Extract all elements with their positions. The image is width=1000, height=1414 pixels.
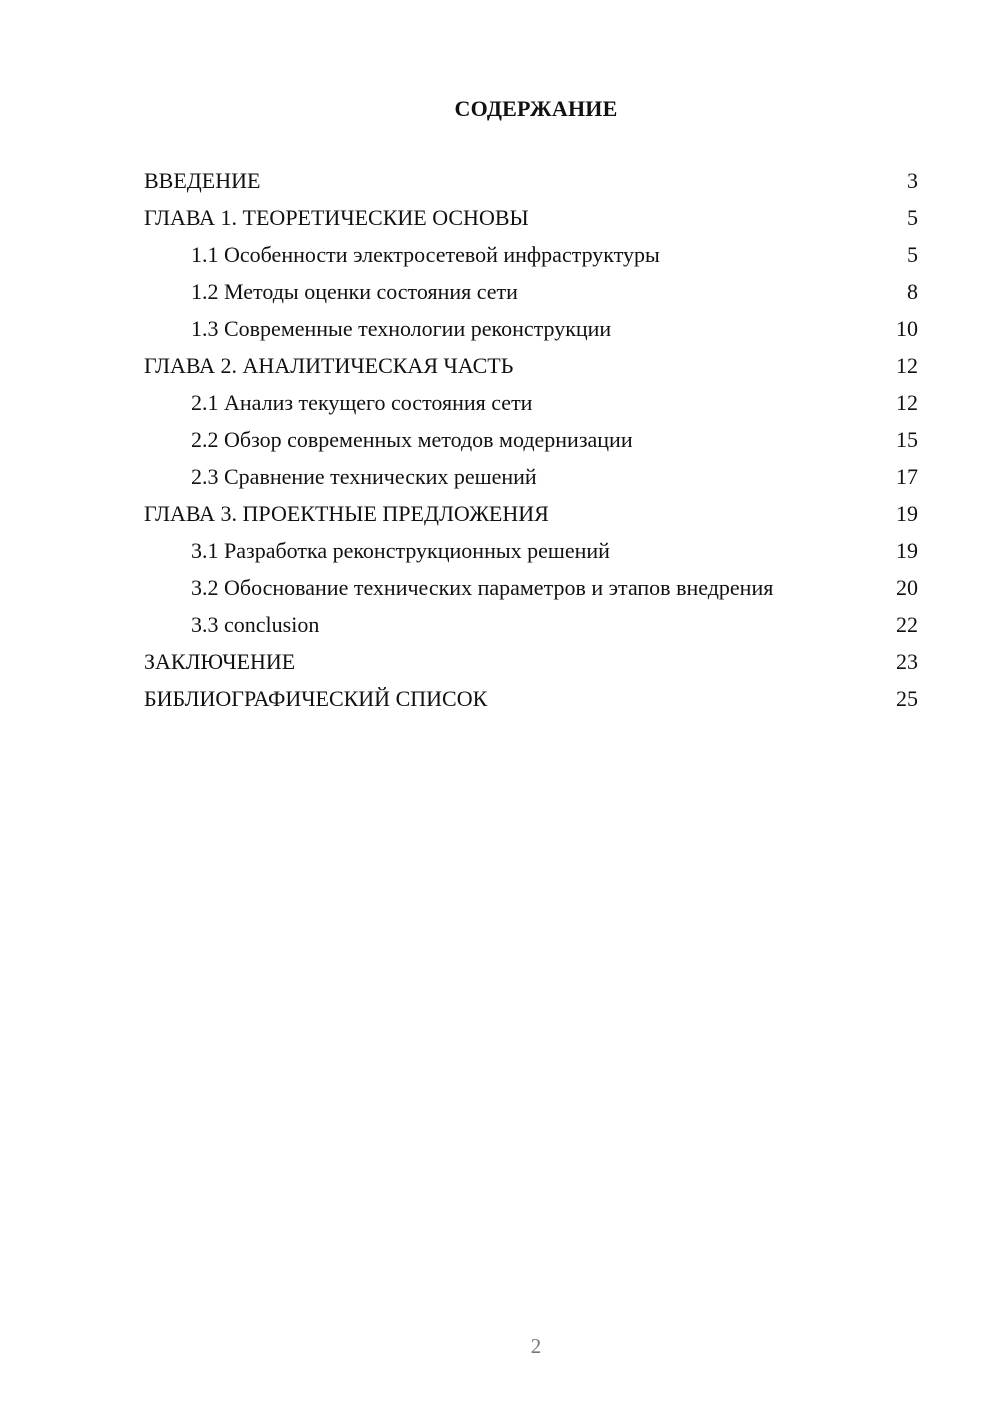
- toc-entry-section-3-3[interactable]: [144, 612, 918, 639]
- toc-entry-page: 17: [896, 463, 918, 489]
- toc-entry-page: 12: [896, 352, 918, 378]
- toc-entry-page: 19: [896, 500, 918, 526]
- toc-entry-label: ЗАКЛЮЧЕНИЕ: [144, 648, 296, 674]
- toc-entry-bibliography[interactable]: [144, 686, 918, 713]
- toc-entry-page: 20: [896, 574, 918, 600]
- toc-entry-page: 10: [896, 315, 918, 341]
- page-number: 2: [530, 1334, 542, 1358]
- toc-entry-section-1-3[interactable]: [144, 316, 918, 343]
- toc-entry-page: 3: [907, 168, 918, 193]
- toc-entry-section-2-3[interactable]: [144, 464, 918, 491]
- toc-entry-label: 1.1 Особенности электросетевой инфраструктуры: [191, 241, 660, 267]
- toc-entry-label: 3.1 Разработка реконструкционных решений: [191, 537, 610, 563]
- toc-entry-label: 2.1 Анализ текущего состояния сети: [191, 389, 533, 415]
- toc-entry-page: 15: [896, 426, 918, 452]
- toc-entry-section-3-1[interactable]: [144, 538, 918, 565]
- toc-entry-label: БИБЛИОГРАФИЧЕСКИЙ СПИСОК: [144, 685, 488, 711]
- toc-entry-label: ГЛАВА 2. АНАЛИТИЧЕСКАЯ ЧАСТЬ: [144, 352, 514, 378]
- toc-entry-label: ГЛАВА 1. ТЕОРЕТИЧЕСКИЕ ОСНОВЫ: [144, 204, 529, 230]
- toc-entry-page: 12: [896, 389, 918, 415]
- toc-entry-chapter-2[interactable]: [144, 353, 918, 380]
- toc-entry-section-1-1[interactable]: [144, 242, 918, 269]
- page-title: СОДЕРЖАНИЕ: [454, 96, 618, 121]
- toc-entry-chapter-1[interactable]: [144, 205, 918, 232]
- toc-entry-conclusion[interactable]: [144, 649, 918, 676]
- toc-entry-section-2-2[interactable]: [144, 427, 918, 454]
- toc-entry-label: 2.3 Сравнение технических решений: [191, 463, 537, 489]
- toc-entry-page: 5: [907, 204, 918, 230]
- toc-entry-page: 22: [896, 611, 918, 637]
- toc-entry-label: 1.2 Методы оценки состояния сети: [191, 278, 518, 304]
- toc-entry-page: 8: [907, 278, 918, 304]
- toc-entry-page: 5: [907, 241, 918, 267]
- toc-entry-chapter-3[interactable]: [144, 501, 918, 528]
- toc-entry-label: 3.2 Обоснование технических параметров и этапов внедрения: [191, 574, 774, 600]
- toc-entry-label: 2.2 Обзор современных методов модернизации: [191, 426, 633, 452]
- toc-entry-page: 25: [896, 685, 918, 711]
- toc-entry-label: 3.3 conclusion: [191, 611, 320, 637]
- toc-entry-label: 1.3 Современные технологии реконструкции: [191, 315, 612, 341]
- toc-entry-introduction[interactable]: [144, 168, 918, 195]
- toc-entry-section-2-1[interactable]: [144, 390, 918, 417]
- table-of-contents: [144, 168, 918, 723]
- toc-entry-page: 23: [896, 648, 918, 674]
- toc-entry-label: ГЛАВА 3. ПРОЕКТНЫЕ ПРЕДЛОЖЕНИЯ: [144, 500, 549, 526]
- toc-entry-section-1-2[interactable]: [144, 279, 918, 306]
- toc-entry-label: ВВЕДЕНИЕ: [144, 168, 261, 193]
- toc-entry-page: 19: [896, 537, 918, 563]
- toc-entry-section-3-2[interactable]: [144, 575, 918, 602]
